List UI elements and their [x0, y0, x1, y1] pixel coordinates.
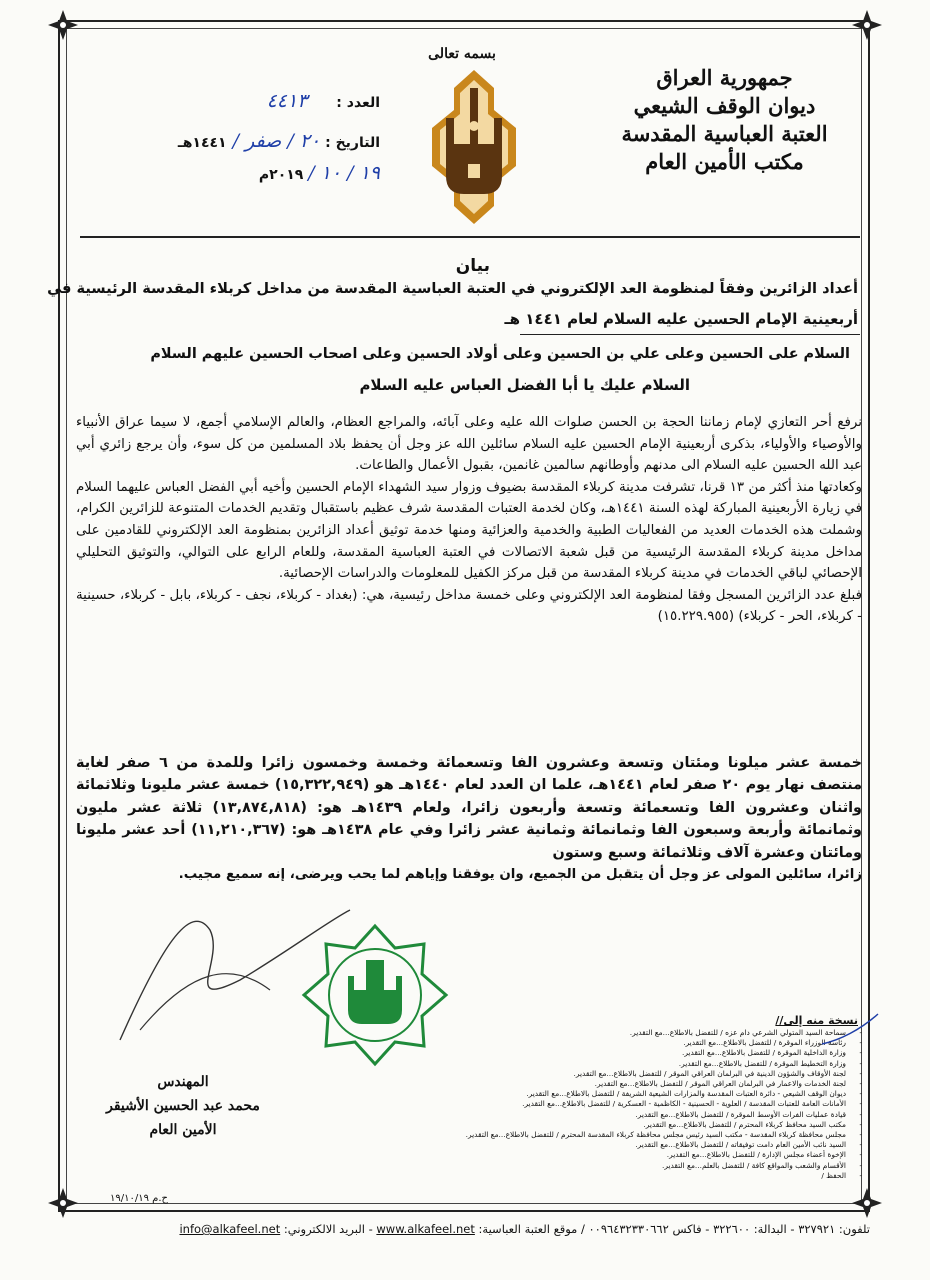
paragraph-statistics: خمسة عشر ميلونا ومئتان وتسعة وعشرون الفا وتسعمائة وخمسة وخمسون زائرا وللمدة من ٦ صفر لغاية منتصف نهار يوم ٢٠ صفر لعام ١٤٤١هـ، علما ان العدد لعام ١٤٤٠هـ هو (١٥,٣٢٢,٩٤٩) خمسة عشر مليونا وثلاثمائة واثنان وعشرون الفا وتسعمائة وتسعة وأربعون زائرا، ولعام ١٤٣٩هـ هو: (١٣,٨٧٤,٨١٨) ثلاثة عشر مليون وثمانمائة وأربعة وسبعون الفا وثمانمائة وثمانية عشر زائرا وفي عام ١٤٣٨هـ هو: (١١,٢١٠,٣٦٧) أحد عشر مليونا ومائتان وعشرة آلاف وثلاثمائة وسبع وستون	[76, 755, 863, 861]
signer-position: الأمين العام	[149, 1122, 217, 1138]
corner-ornament-bottom-left	[46, 1186, 80, 1220]
number-label: العدد :	[336, 95, 380, 111]
date-gregorian-suffix: ٢٠١٩م	[258, 167, 304, 183]
cc-item: -الحفظ /	[821, 1170, 862, 1180]
email-label: - البريد الالكتروني:	[283, 1222, 373, 1236]
paragraph-count-intro: فبلغ عدد الزائرين المسجل وفقا لمنظومة العد الإلكتروني وعلى خمسة مداخل رئيسية، هي: (بغداد - كربلاء، نجف - كربلاء، بابل - كربلاء، حسينية - كربلاء، الحر - كربلاء) (١٥.٢٢٩.٩٥٥)	[76, 587, 862, 625]
title-line-2: أربعينية الإمام الحسين عليه السلام لعام ١٤٤١ هـ	[504, 310, 858, 328]
corner-ornament-bottom-right	[850, 1186, 884, 1220]
cc-item: -السيد نائب الأمين العام دامت توفيقاته / للتفضل بالاطلاع...مع التقدير.	[635, 1140, 862, 1150]
corner-ornament-top-right	[850, 8, 884, 42]
paragraph-services: وكعادتها منذ أكثر من ١٣ قرنا، تشرفت مدينة كربلاء المقدسة بضيوف وزوار سيد الشهداء الإمام الحسين وأخيه أبي الفضل العباس عليهما السلام في زيارة الأربعينية المباركة لهذه السنة ١٤٤١هـ، وكان لخدمة العتبات المقدسة شرف عظيم باستقبال وتقديم الخدمات المتنوعة للزائرين الكرام، وشملت هذه الخدمات العديد من الفعاليات الطبية والخدمية والعزائية ومنها خدمة توثيق أعداد الزائرين بمنظومة العد الإلكتروني للقادمين على مداخل مدينة كربلاء المقدسة الرئيسية من قبل شعبة الاتصالات في العتبة العباسية المقدسة، وللعام الرابع على التوالي، والتوثيق التحليلي الإحصائي لباقي الخدمات في مدينة كربلاء المقدسة من قبل مركز الكفيل للمعلومات والدراسات الإحصائية.	[76, 479, 862, 582]
date-hijri-suffix: ١٤٤١هـ	[177, 135, 227, 151]
cc-item: -سماحة السيد المتولي الشرعي دام عزه / للتفضل بالاطلاع...مع التقدير.	[629, 1028, 862, 1037]
cc-item: -الأقسام والشعب والمواقع كافة / للتفضل بالعلم...مع التقدير.	[662, 1160, 862, 1170]
footer-contact	[62, 1222, 870, 1236]
cc-pen-mark	[820, 1010, 880, 1050]
website-link[interactable]: www.alkafeel.net	[376, 1222, 475, 1236]
basmala: بسمه تعالى	[428, 46, 496, 62]
letterhead-line-1: جمهورية العراق	[656, 65, 793, 90]
letterhead-title	[607, 64, 842, 176]
handwritten-code: ح.م ١٩/١٠/١٩	[110, 1193, 168, 1204]
date-label: التاريخ :	[325, 135, 380, 151]
date-hijri-handwritten: ٢٠ / صفر /	[226, 130, 321, 152]
salutation-line-1: السلام على الحسين وعلى علي بن الحسين وعلى أولاد الحسين وعلى اصحاب الحسين عليهم السلام	[150, 346, 850, 362]
cc-item: -الأمانات العامة للعتبات المقدسة / العلوية - الحسينية - الكاظمية - العسكرية / للتفضل بالاطلاع...مع التقدير.	[522, 1099, 862, 1109]
cc-item: -رئاسة الوزراء الموقرة / للتفضل بالاطلاع...مع التقدير.	[683, 1038, 862, 1048]
signer-title: المهندس	[157, 1074, 209, 1090]
letterhead-line-2: ديوان الوقف الشيعي	[633, 93, 816, 118]
cc-item: -قيادة عمليات الفرات الأوسط الموقرة / للتفضل بالاطلاع...مع التقدير.	[635, 1109, 862, 1119]
cc-item: -وزارة التخطيط الموقرة / للتفضل بالاطلاع...مع التقدير.	[678, 1058, 862, 1068]
salutation-line-2: السلام عليك يا أبا الفضل العباس عليه السلام	[359, 376, 690, 394]
statement-heading: بيان	[455, 256, 490, 276]
footer-phone: تلفون: ٣٢٧٩٢١ - البدالة: ٣٢٢٦٠٠ - فاكس ٠٠٩٦٤٣٢٣٣٠٦٦٢ / موقع العتبة العباسية:	[478, 1222, 870, 1236]
cc-item: -لجنة الأوقاف والشؤون الدينية في البرلمان العراقي الموقر / للتفضل بالاطلاع...مع التقدير.	[573, 1068, 862, 1078]
body-text	[76, 412, 862, 628]
cc-item: -مكتب السيد محافظ كربلاء المحترم / للتفضل بالاطلاع...مع التقدير.	[643, 1119, 862, 1129]
signer-name: محمد عبد الحسين الأشيقر	[106, 1098, 260, 1114]
corner-ornament-top-left	[46, 8, 80, 42]
cc-item: -ديوان الوقف الشيعي - دائرة العتبات المقدسة والمزارات الشيعية الشريفة / للتفضل بالاطلاع...مع التقدير.	[526, 1089, 862, 1099]
cc-item: -مجلس محافظة كربلاء المقدسة - مكتب السيد رئيس مجلس محافظة كربلاء المقدسة المحترم / للتفضل بالاطلاع...مع التقدير.	[465, 1130, 862, 1140]
title-underline	[520, 334, 860, 335]
title-line-1: أعداد الزائرين وفقاً لمنظومة العد الإلكتروني في العتبة العباسية المقدسة من مداخل كربلاء المقدسة الرئيسية في	[47, 280, 858, 297]
email-link[interactable]: info@alkafeel.net	[179, 1222, 281, 1236]
cc-item: -الإخوة أعضاء مجلس الإدارة / للتفضل بالاطلاع...مع التقدير.	[666, 1150, 862, 1160]
cc-item: -لجنة الخدمات والاعمار في البرلمان العراقي الموقر / للتفضل بالاطلاع...مع التقدير.	[594, 1079, 862, 1089]
document-number: ٤٤١٣	[266, 90, 308, 112]
signature-block	[98, 1070, 268, 1142]
paragraph-closing: زائرا، سائلين المولى عز وجل أن يتقبل من الجميع، وان يوفقنا وإياهم لما يحب ويرضى، إنه سميع مجيب.	[178, 867, 862, 883]
cc-item: -وزارة الداخلية الموقرة / للتفضل بالاطلاع...مع التقدير.	[681, 1048, 862, 1058]
header-divider	[80, 236, 860, 238]
paragraph-condolences: نرفع أحر التعازي لإمام زماننا الحجة بن الحسن صلوات الله عليه وعلى آبائه، والمراجع العظام، والعالم الإسلامي أجمع، لا سيما عراق الأنبياء والأوصياء والأولياء، بذكرى أربعينية الإمام الحسين عليه السلام سائلين الله عز وجل أن يحفظ بلاد المسلمين من كل سوء، وأن يرجع زائري أبي عبد الله الحسين عليه السلام الى مدنهم وأوطانهم سالمين غانمين، بقبول الأعمال والطاعات.	[76, 415, 862, 474]
cc-list	[402, 1028, 862, 1181]
shrine-logo-icon	[424, 66, 524, 228]
statistics-text	[76, 752, 862, 886]
cc-heading: نسخة منه إلى//	[775, 1014, 858, 1027]
letterhead-line-4: مكتب الأمين العام	[645, 149, 804, 174]
letterhead-line-3: العتبة العباسية المقدسة	[621, 121, 828, 146]
date-gregorian-handwritten: ١٩ / ١٠ /	[308, 162, 380, 184]
